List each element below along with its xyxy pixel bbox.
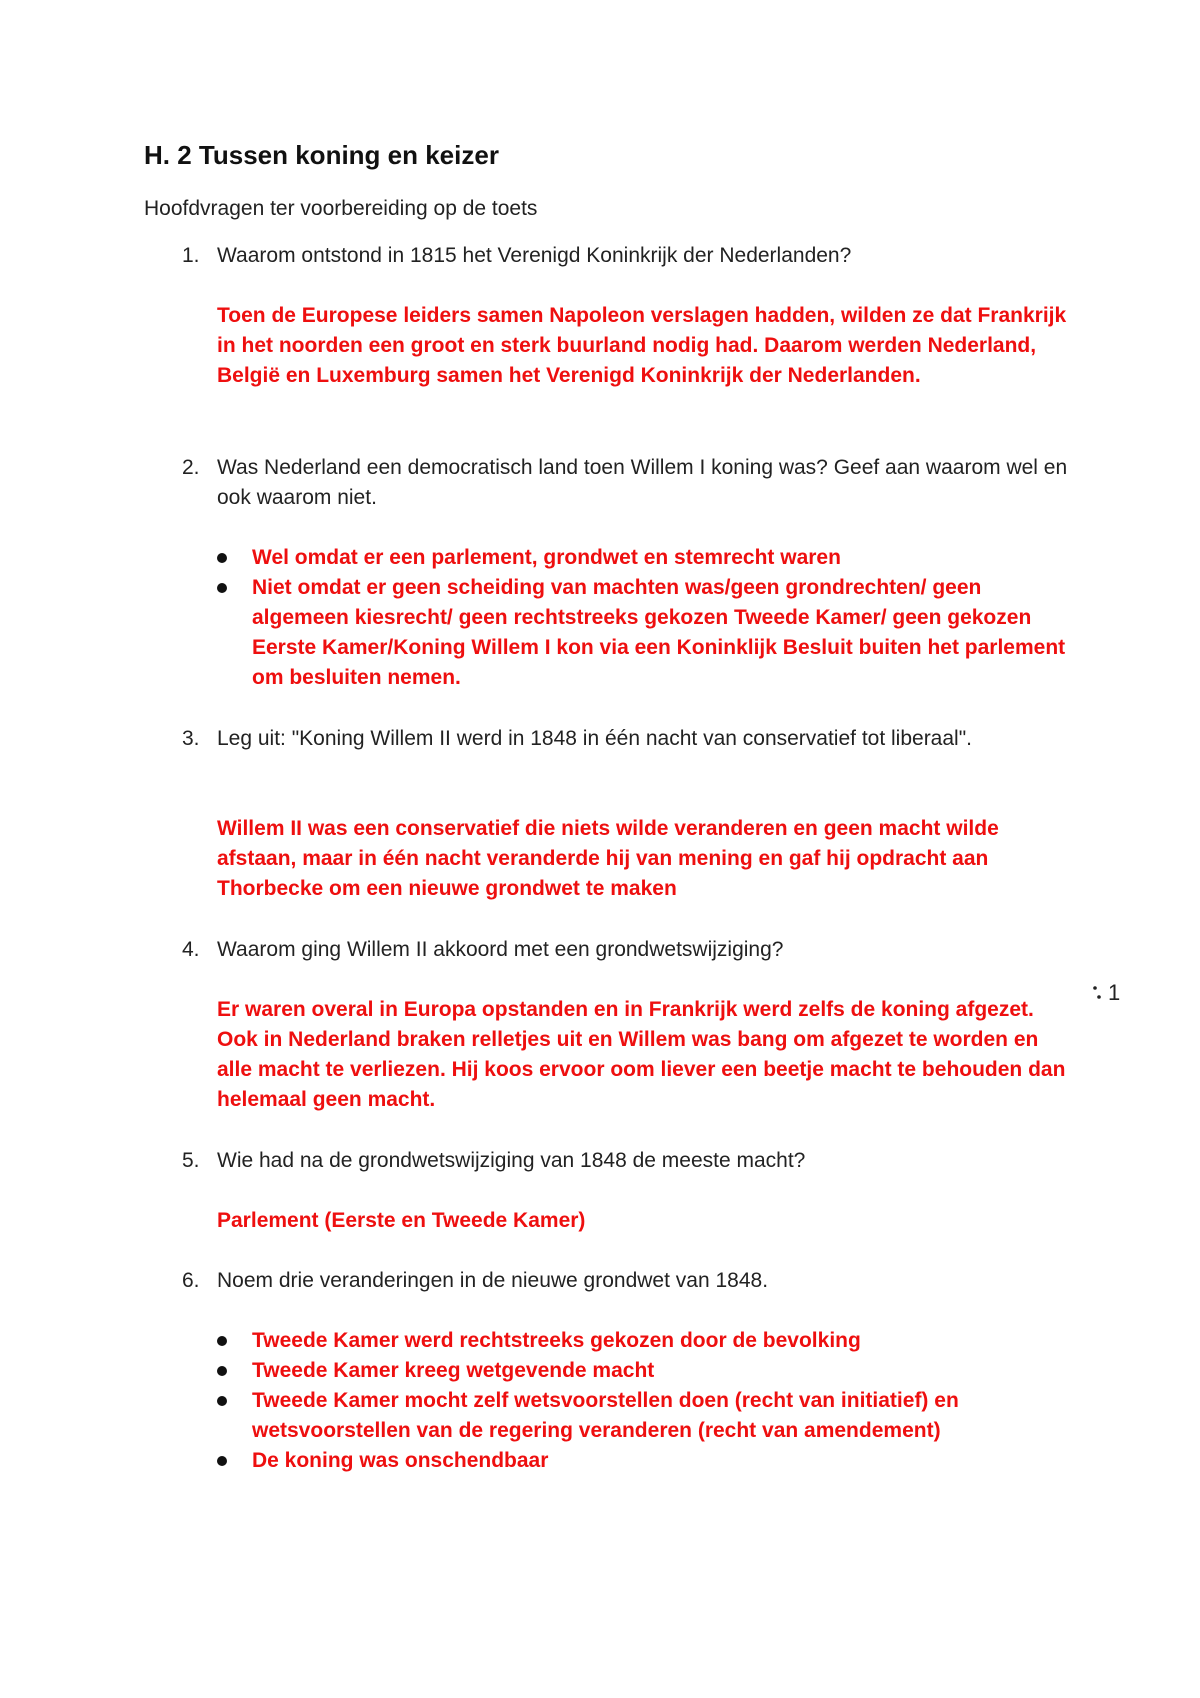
list-item-text: Wel omdat er een parlement, grondwet en stemrecht waren [252, 546, 841, 569]
list-item-text: Tweede Kamer mocht zelf wetsvoorstellen doen (recht van initiatief) en wetsvoorstellen van de regering veranderen (recht van amendement) [252, 1389, 959, 1442]
list-item [217, 1326, 1077, 1356]
answer-1: Toen de Europese leiders samen Napoleon verslagen hadden, wilden ze dat Frankrijk in het noorden een groot en sterk buurland nodig had. Daarom werden Nederland, België en Luxemburg samen het Verenigd Koninkrijk der Nederlanden. [217, 304, 1067, 387]
list-item [217, 1446, 1077, 1476]
question-text: Waarom ging Willem II akkoord met een grondwetswijziging? [217, 938, 784, 961]
list-item [217, 543, 1077, 573]
answer-4: Er waren overal in Europa opstanden en in Frankrijk werd zelfs de koning afgezet. Ook in Nederland braken relletjes uit en Willem was bang om afgezet te worden en alle macht te verliezen. Hij koos ervoor oom liever een beetje macht te behouden dan helemaal geen macht. [217, 998, 1066, 1111]
answer-2-list [217, 543, 1077, 693]
question-text: Wie had na de grondwetswijziging van 1848 de meeste macht? [217, 1149, 806, 1172]
page-number: 1 [1108, 980, 1121, 1005]
list-item-text: Tweede Kamer werd rechtstreeks gekozen door de bevolking [252, 1329, 861, 1352]
question-number: 4. [182, 938, 200, 961]
question-number: 1. [182, 244, 200, 267]
page-subtitle: Hoofdvragen ter voorbereiding op de toets [144, 197, 538, 220]
bullet-icon [217, 583, 227, 593]
list-item [217, 573, 1077, 693]
question-number: 6. [182, 1269, 200, 1292]
bullet-icon [217, 1396, 227, 1406]
answer-3: Willem II was een conservatief die niets wilde veranderen en geen macht wilde afstaan, maar in één nacht veranderde hij van mening en gaf hij opdracht aan Thorbecke om een nieuwe grondwet te maken [217, 817, 999, 900]
answer-6-list [217, 1326, 1077, 1476]
page-title: H. 2 Tussen koning en keizer [144, 140, 499, 170]
list-item-text: De koning was onschendbaar [252, 1449, 549, 1472]
question-text: Was Nederland een democratisch land toen Willem I koning was? Geef aan waarom wel en ook waarom niet. [217, 456, 1068, 509]
list-item [217, 1356, 1077, 1386]
question-number: 5. [182, 1149, 200, 1172]
list-item [217, 1386, 1077, 1446]
bullet-icon [217, 1366, 227, 1376]
list-item-text: Tweede Kamer kreeg wetgevende macht [252, 1359, 655, 1382]
bullet-icon [217, 1456, 227, 1466]
list-item-text: Niet omdat er geen scheiding van machten was/geen grondrechten/ geen algemeen kiesrecht/ geen rechtstreeks gekozen Tweede Kamer/ geen gekozen Eerste Kamer/Koning Willem I kon via een Koninklijk Besluit buiten het parlement om besluiten nemen. [252, 576, 1066, 689]
bullet-icon [217, 553, 227, 563]
question-text: Noem drie veranderingen in de nieuwe grondwet van 1848. [217, 1269, 769, 1292]
question-number: 2. [182, 456, 200, 479]
question-text: Waarom ontstond in 1815 het Verenigd Koninkrijk der Nederlanden? [217, 244, 852, 267]
page-dots-icon [1093, 985, 1101, 1001]
question-text: Leg uit: "Koning Willem II werd in 1848 in één nacht van conservatief tot liberaal". [217, 727, 972, 750]
answer-5: Parlement (Eerste en Tweede Kamer) [217, 1209, 586, 1232]
bullet-icon [217, 1336, 227, 1346]
question-number: 3. [182, 727, 200, 750]
